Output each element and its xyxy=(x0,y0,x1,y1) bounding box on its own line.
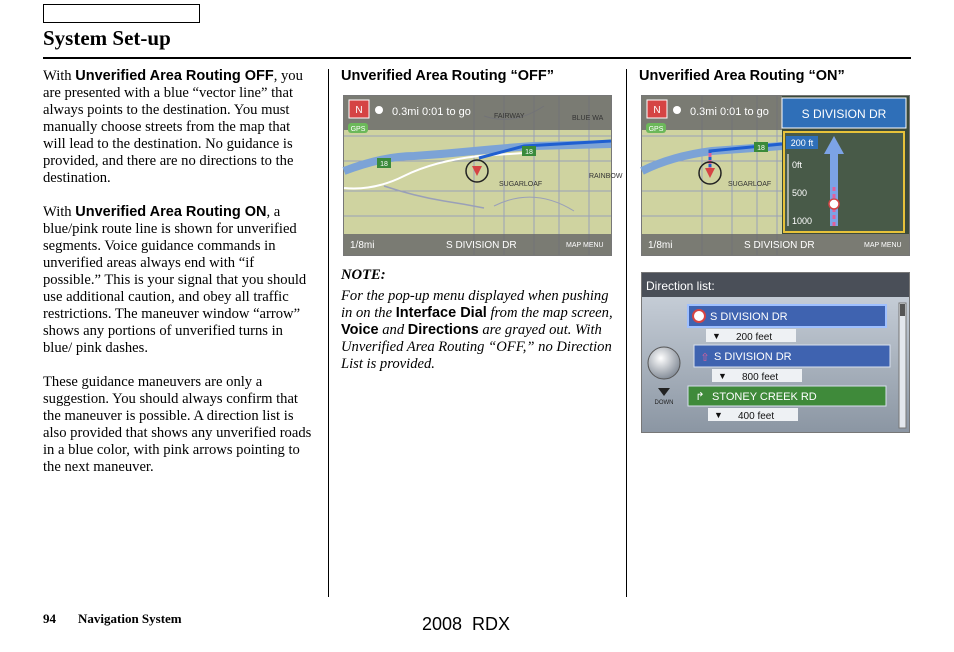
page-title: System Set-up xyxy=(43,26,171,50)
svg-text:GPS: GPS xyxy=(350,126,366,133)
paragraph-routing-on: With Unverified Area Routing ON, a blue/pink route line is shown for unverified segments. Voice guidance commands in unverified areas always end with “if possible.” This is your signal that you should use additional caution, and obey all traffic restrictions. The maneuver window “arrow” shows any portions of unverified turns in blue/ pink dashes. xyxy=(43,204,307,356)
svg-text:▼: ▼ xyxy=(714,410,723,420)
map-screen-on xyxy=(641,95,910,256)
model-label: 2008 RDX xyxy=(422,614,511,634)
paragraph-routing-off: With Unverified Area Routing OFF, you are presented with a blue “vector line” that always points to the destination. You must manually choose streets from the map that will lead to the destination. No guidance is provided, and there are no directions to the destination. xyxy=(43,68,303,186)
maneuver-distance: 200 ft xyxy=(790,138,814,148)
svg-text:↱: ↱ xyxy=(695,391,705,403)
svg-text:BLUE WA: BLUE WA xyxy=(572,115,604,122)
svg-text:⇧: ⇧ xyxy=(700,352,710,364)
svg-text:▼: ▼ xyxy=(712,331,721,341)
svg-text:1000: 1000 xyxy=(792,216,813,226)
column-divider-1 xyxy=(328,69,329,597)
svg-text:N: N xyxy=(653,105,661,116)
svg-text:SUGARLOAF: SUGARLOAF xyxy=(499,181,543,188)
maneuver-street: S DIVISION DR xyxy=(801,107,887,121)
column-divider-2 xyxy=(626,69,627,597)
svg-text:STONEY CREEK RD: STONEY CREEK RD xyxy=(712,391,817,403)
caption-routing-on: Unverified Area Routing “ON” xyxy=(639,68,845,84)
svg-text:SUGARLOAF: SUGARLOAF xyxy=(728,181,772,188)
svg-text:S DIVISION DR: S DIVISION DR xyxy=(710,311,788,323)
note-block xyxy=(341,267,616,373)
note-title: NOTE: xyxy=(341,267,386,283)
direction-list-title: Direction list: xyxy=(646,279,715,293)
map-menu-label: MAP MENU xyxy=(864,242,902,249)
svg-text:500: 500 xyxy=(792,188,808,198)
current-street: S DIVISION DR xyxy=(446,240,517,251)
note-body: For the pop-up menu displayed when pushing in on the Interface Dial from the map screen, Voice and Directions are grayed out. With Unverified Area Routing “OFF,” no Direction List is provided. xyxy=(341,288,613,372)
svg-text:RAINBOW: RAINBOW xyxy=(589,173,623,180)
left-column xyxy=(43,68,315,493)
map-scale: 1/8mi xyxy=(648,240,673,251)
page-number: 94 xyxy=(43,611,56,626)
map-scale: 1/8mi xyxy=(350,240,375,251)
svg-text:▼: ▼ xyxy=(718,371,727,381)
svg-text:0ft: 0ft xyxy=(792,160,803,170)
header-tab-box xyxy=(43,4,200,23)
svg-text:18: 18 xyxy=(380,161,388,168)
direction-list-screen xyxy=(641,272,910,433)
term-routing-on: Unverified Area Routing ON xyxy=(75,204,267,220)
svg-text:S DIVISION DR: S DIVISION DR xyxy=(714,351,792,363)
current-street: S DIVISION DR xyxy=(744,240,815,251)
svg-text:400 feet: 400 feet xyxy=(738,411,775,422)
footer-section: Navigation System xyxy=(78,611,182,626)
svg-text:200 feet: 200 feet xyxy=(736,332,773,343)
title-rule xyxy=(43,57,911,59)
svg-text:N: N xyxy=(355,105,363,116)
caption-routing-off: Unverified Area Routing “OFF” xyxy=(341,68,554,84)
svg-text:FAIRWAY: FAIRWAY xyxy=(494,113,525,120)
trip-readout: 0.3mi 0:01 to go xyxy=(690,106,769,118)
svg-text:18: 18 xyxy=(757,145,765,152)
svg-text:GPS: GPS xyxy=(648,126,664,133)
map-menu-label: MAP MENU xyxy=(566,242,604,249)
paragraph-guidance: These guidance maneuvers are only a suggestion. You should always confirm that the maneuver is possible. A direction list is also provided that shows any unverified roads in a blue color, with pink arrows pointing to the next maneuver. xyxy=(43,374,312,475)
term-routing-off: Unverified Area Routing OFF xyxy=(75,68,274,84)
map-screen-off xyxy=(343,95,623,256)
trip-readout: 0.3mi 0:01 to go xyxy=(392,106,471,118)
svg-text:800 feet: 800 feet xyxy=(742,372,779,383)
svg-text:18: 18 xyxy=(525,149,533,156)
svg-text:DOWN: DOWN xyxy=(654,400,674,406)
